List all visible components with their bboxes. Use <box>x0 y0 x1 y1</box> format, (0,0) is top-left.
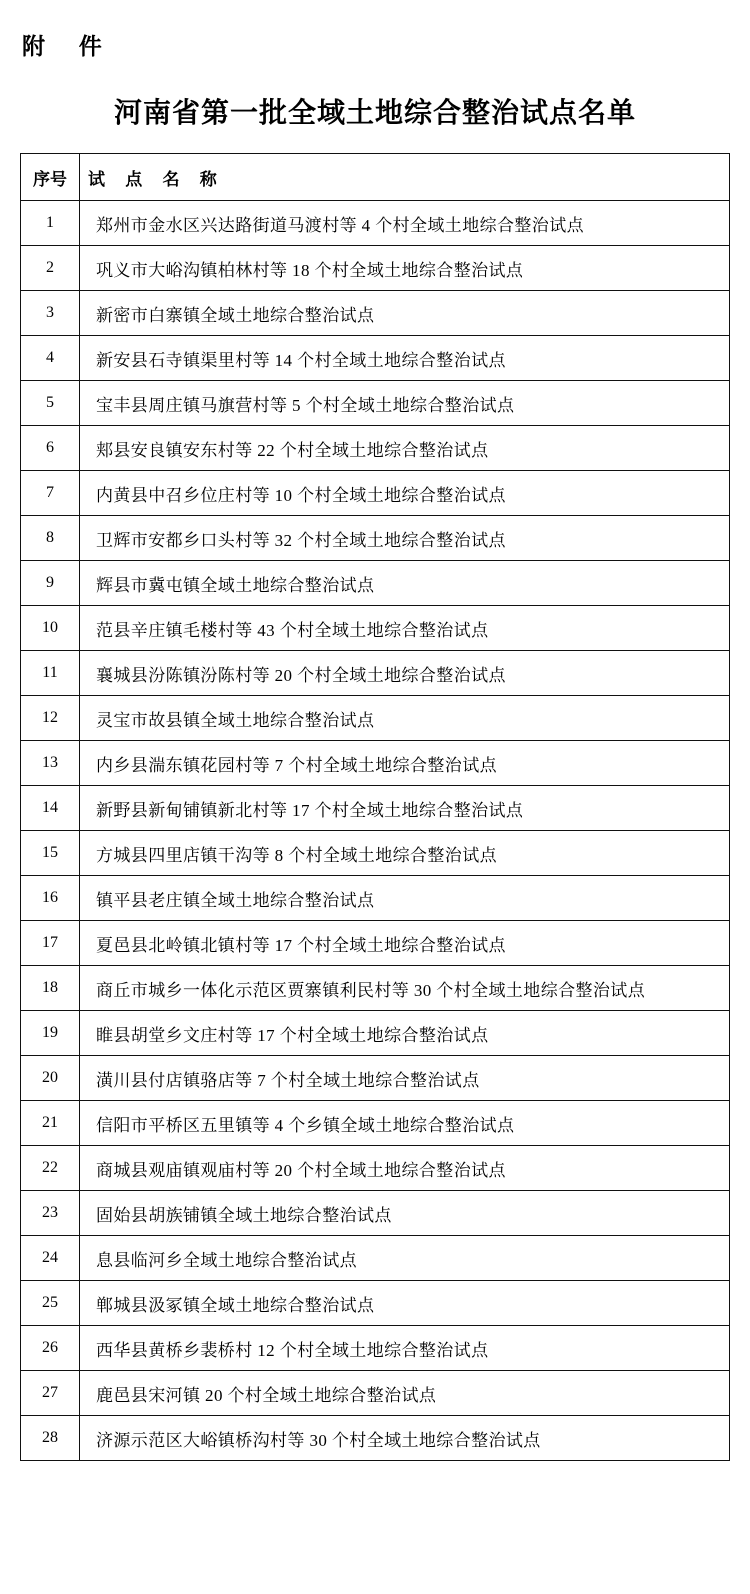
pilot-name-cell: 方城县四里店镇干沟等 8 个村全域土地综合整治试点 <box>80 831 730 876</box>
pilot-name-cell: 济源示范区大峪镇桥沟村等 30 个村全域土地综合整治试点 <box>80 1416 730 1461</box>
pilot-name-cell: 息县临河乡全域土地综合整治试点 <box>80 1236 730 1281</box>
table-row <box>21 741 730 786</box>
table-row <box>21 1101 730 1146</box>
pilot-name-cell: 夏邑县北岭镇北镇村等 17 个村全域土地综合整治试点 <box>80 921 730 966</box>
row-number-cell: 26 <box>21 1326 80 1371</box>
pilot-name-cell: 内黄县中召乡位庄村等 10 个村全域土地综合整治试点 <box>80 471 730 516</box>
row-number-cell: 9 <box>21 561 80 606</box>
pilot-name-cell: 辉县市冀屯镇全域土地综合整治试点 <box>80 561 730 606</box>
table-row <box>21 336 730 381</box>
row-number-cell: 28 <box>21 1416 80 1461</box>
row-number-cell: 12 <box>21 696 80 741</box>
row-number-cell: 8 <box>21 516 80 561</box>
pilot-name-cell: 镇平县老庄镇全域土地综合整治试点 <box>80 876 730 921</box>
pilot-list-table-wrapper <box>20 153 730 1461</box>
row-number-cell: 22 <box>21 1146 80 1191</box>
pilot-name-cell: 信阳市平桥区五里镇等 4 个乡镇全域土地综合整治试点 <box>80 1101 730 1146</box>
table-header <box>21 154 730 201</box>
pilot-name-cell: 新野县新甸铺镇新北村等 17 个村全域土地综合整治试点 <box>80 786 730 831</box>
table-row <box>21 516 730 561</box>
pilot-name-cell: 郑州市金水区兴达路街道马渡村等 4 个村全域土地综合整治试点 <box>80 201 730 246</box>
table-body <box>21 201 730 1461</box>
page-title: 河南省第一批全域土地综合整治试点名单 <box>113 98 636 129</box>
row-number-cell: 25 <box>21 1281 80 1326</box>
pilot-name-cell: 新安县石寺镇渠里村等 14 个村全域土地综合整治试点 <box>80 336 730 381</box>
table-row <box>21 381 730 426</box>
row-number-cell: 17 <box>21 921 80 966</box>
table-row <box>21 786 730 831</box>
pilot-name-cell: 郏县安良镇安东村等 22 个村全域土地综合整治试点 <box>80 426 730 471</box>
row-number-cell: 10 <box>21 606 80 651</box>
table-row <box>21 651 730 696</box>
row-number-cell: 16 <box>21 876 80 921</box>
table-row <box>21 471 730 516</box>
pilot-list-table <box>20 153 730 1461</box>
row-number-cell: 23 <box>21 1191 80 1236</box>
table-row <box>21 1011 730 1056</box>
row-number-cell: 27 <box>21 1371 80 1416</box>
row-number-cell: 1 <box>21 201 80 246</box>
row-number-cell: 3 <box>21 291 80 336</box>
table-row <box>21 876 730 921</box>
pilot-name-cell: 睢县胡堂乡文庄村等 17 个村全域土地综合整治试点 <box>80 1011 730 1056</box>
row-number-cell: 19 <box>21 1011 80 1056</box>
row-number-cell: 18 <box>21 966 80 1011</box>
table-row <box>21 921 730 966</box>
pilot-name-cell: 鹿邑县宋河镇 20 个村全域土地综合整治试点 <box>80 1371 730 1416</box>
pilot-name-cell: 郸城县汲冢镇全域土地综合整治试点 <box>80 1281 730 1326</box>
table-row <box>21 291 730 336</box>
pilot-name-cell: 西华县黄桥乡裴桥村 12 个村全域土地综合整治试点 <box>80 1326 730 1371</box>
table-row <box>21 831 730 876</box>
table-row <box>21 1191 730 1236</box>
table-row <box>21 1326 730 1371</box>
row-number-cell: 11 <box>21 651 80 696</box>
pilot-name-cell: 商丘市城乡一体化示范区贾寨镇利民村等 30 个村全域土地综合整治试点 <box>80 966 730 1011</box>
table-row <box>21 201 730 246</box>
row-number-cell: 24 <box>21 1236 80 1281</box>
row-number-cell: 21 <box>21 1101 80 1146</box>
table-row <box>21 1236 730 1281</box>
table-row <box>21 426 730 471</box>
row-number-cell: 13 <box>21 741 80 786</box>
pilot-name-cell: 灵宝市故县镇全域土地综合整治试点 <box>80 696 730 741</box>
column-header-no: 序号 <box>21 154 80 201</box>
pilot-name-cell: 宝丰县周庄镇马旗营村等 5 个村全域土地综合整治试点 <box>80 381 730 426</box>
row-number-cell: 20 <box>21 1056 80 1101</box>
table-row <box>21 561 730 606</box>
row-number-cell: 7 <box>21 471 80 516</box>
column-header-name <box>80 154 730 201</box>
row-number-cell: 2 <box>21 246 80 291</box>
table-row <box>21 1146 730 1191</box>
pilot-name-cell: 商城县观庙镇观庙村等 20 个村全域土地综合整治试点 <box>80 1146 730 1191</box>
row-number-cell: 5 <box>21 381 80 426</box>
table-row <box>21 1371 730 1416</box>
pilot-name-cell: 范县辛庄镇毛楼村等 43 个村全域土地综合整治试点 <box>80 606 730 651</box>
pilot-name-cell: 卫辉市安都乡口头村等 32 个村全域土地综合整治试点 <box>80 516 730 561</box>
table-row <box>21 1281 730 1326</box>
pilot-name-cell: 新密市白寨镇全域土地综合整治试点 <box>80 291 730 336</box>
row-number-cell: 15 <box>21 831 80 876</box>
row-number-cell: 6 <box>21 426 80 471</box>
table-header-row <box>21 154 730 201</box>
column-header-name-text: 试 点 名 称 <box>88 169 225 189</box>
table-row <box>21 1056 730 1101</box>
row-number-cell: 14 <box>21 786 80 831</box>
table-row <box>21 696 730 741</box>
document-page <box>0 28 750 1594</box>
table-row <box>21 966 730 1011</box>
pilot-name-cell: 内乡县湍东镇花园村等 7 个村全域土地综合整治试点 <box>80 741 730 786</box>
table-row <box>21 606 730 651</box>
pilot-name-cell: 固始县胡族铺镇全域土地综合整治试点 <box>80 1191 730 1236</box>
table-row <box>21 246 730 291</box>
attachment-label: 附 件 <box>22 34 116 59</box>
table-row <box>21 1416 730 1461</box>
row-number-cell: 4 <box>21 336 80 381</box>
pilot-name-cell: 襄城县汾陈镇汾陈村等 20 个村全域土地综合整治试点 <box>80 651 730 696</box>
pilot-name-cell: 巩义市大峪沟镇柏林村等 18 个村全域土地综合整治试点 <box>80 246 730 291</box>
pilot-name-cell: 潢川县付店镇骆店等 7 个村全域土地综合整治试点 <box>80 1056 730 1101</box>
